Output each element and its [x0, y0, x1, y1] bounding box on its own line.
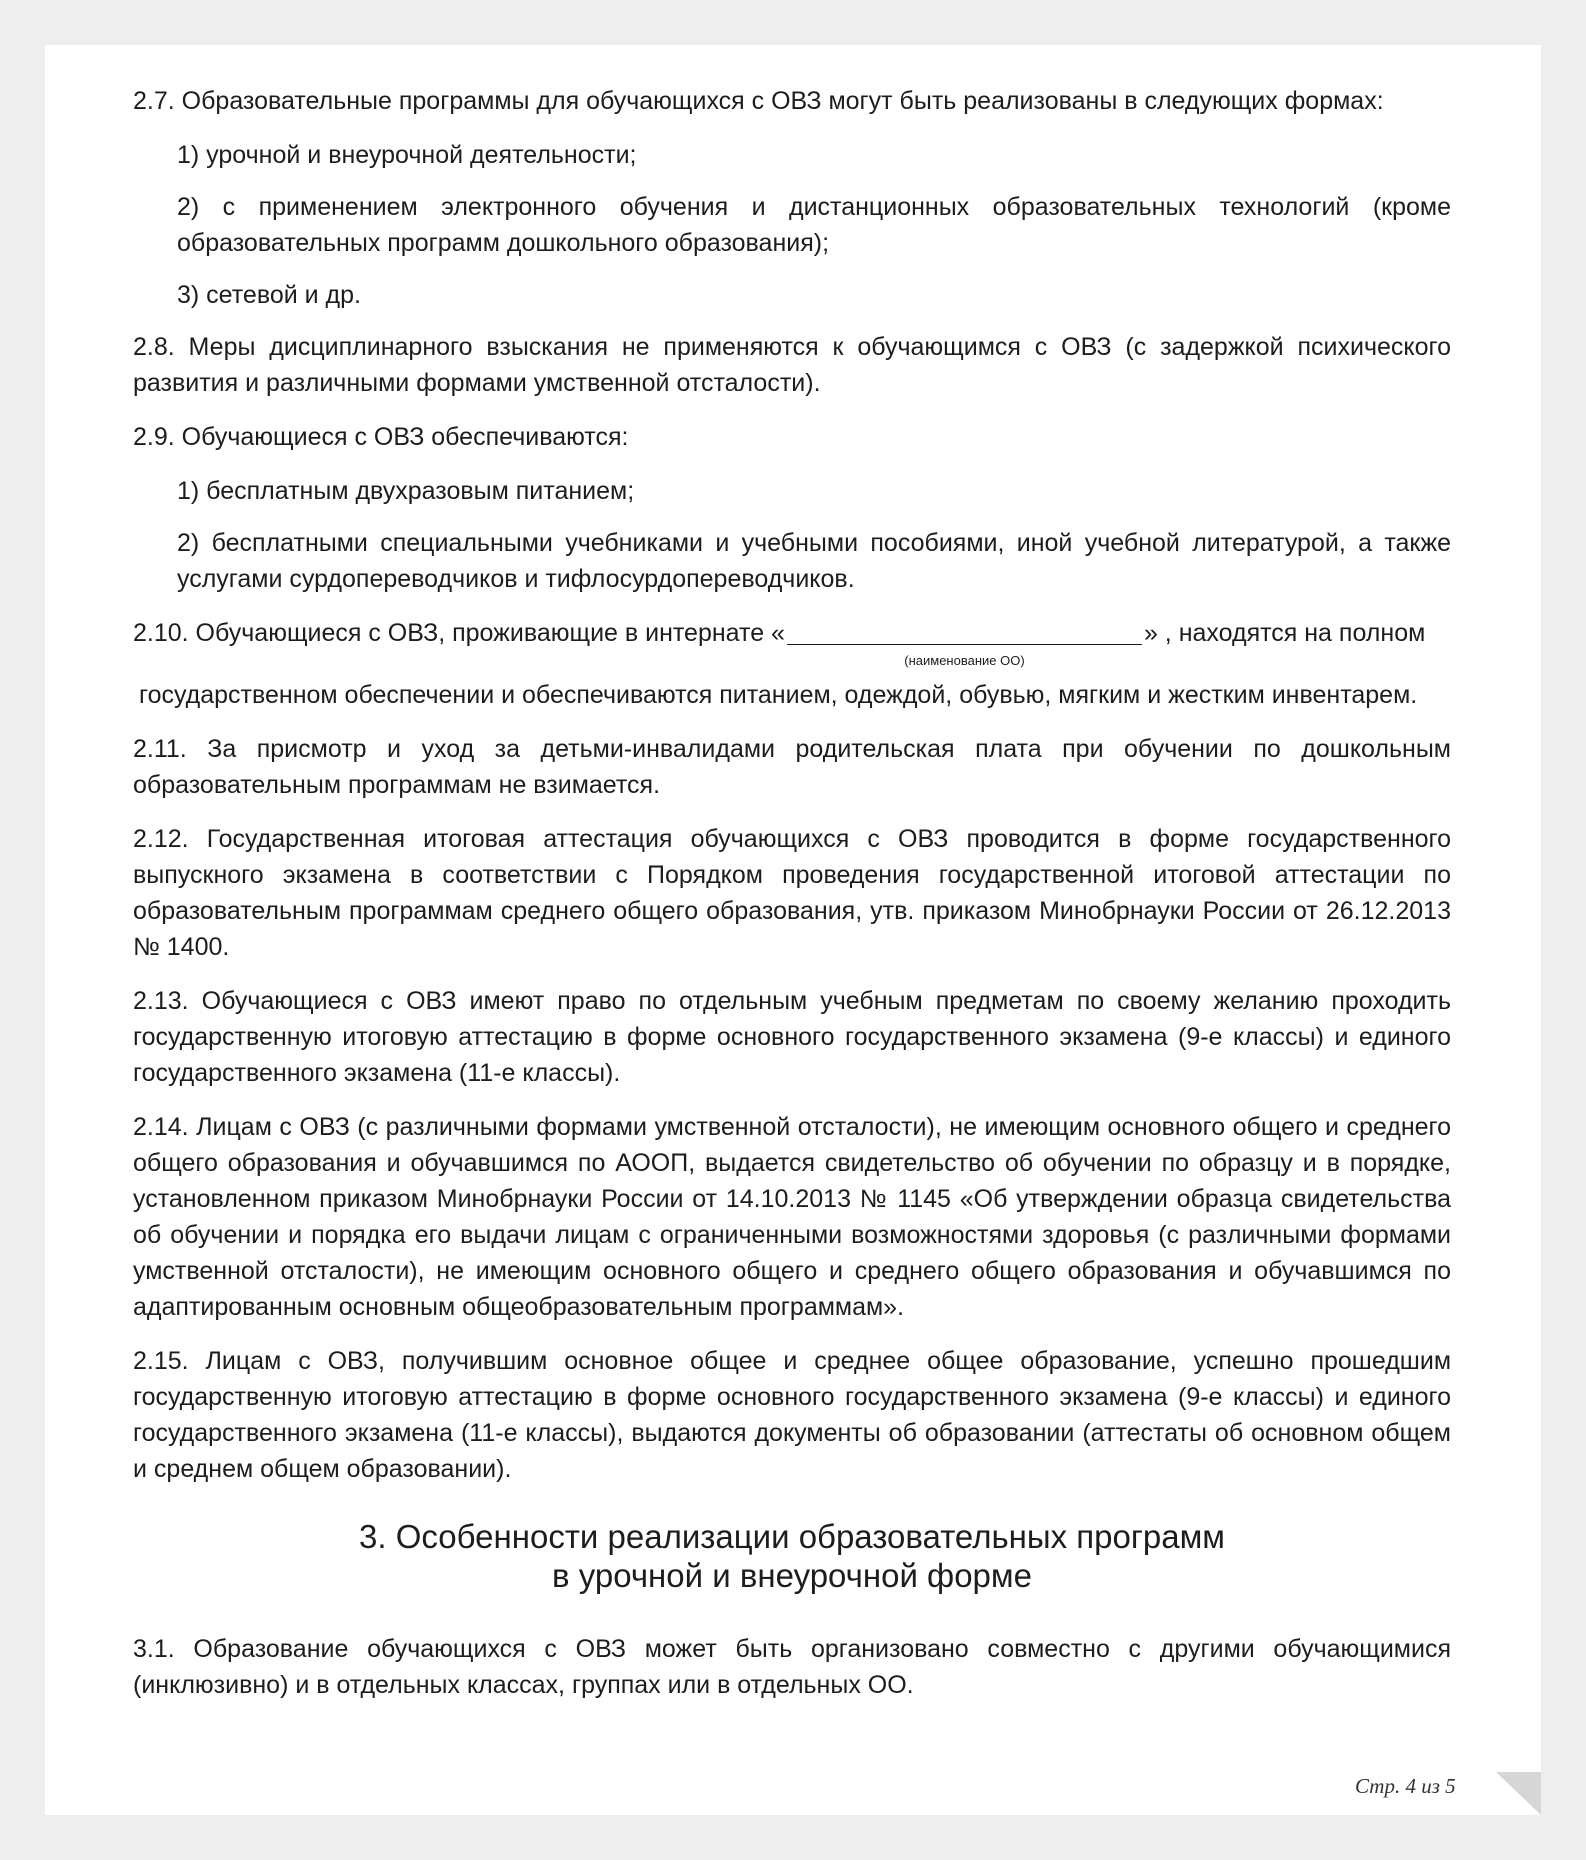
paragraph-2-12: 2.12. Государственная итоговая аттестация обучающихся с ОВЗ проводится в форме государственного выпускного экзамена в соответствии с Порядком проведения государственной итоговой аттестации по образовательным программам среднего общего образования, утв. приказом Минобрнауки России от 26.12.2013 № 1400. — [133, 825, 1451, 961]
page-number: Стр. 4 из 5 — [1355, 1774, 1456, 1798]
list-item-2-9-2: 2) бесплатными специальными учебниками и учебными пособиями, иной учебной литературой, а также услугами сурдопереводчиков и тифлосурдопереводчиков. — [177, 529, 1451, 593]
list-item-2-9-1: 1) бесплатным двухразовым питанием; — [177, 477, 635, 505]
page-curl-corner — [1496, 1772, 1541, 1815]
paragraph-2-7: 2.7. Образовательные программы для обучающихся с ОВЗ могут быть реализованы в следующих формах: — [133, 87, 1384, 115]
paragraph-3-1: 3.1. Образование обучающихся с ОВЗ может быть организовано совместно с другими обучающимися (инклюзивно) и в отдельных классах, группах или в отдельных ОО. — [133, 1635, 1451, 1699]
paragraph-2-9: 2.9. Обучающиеся с ОВЗ обеспечиваются: — [133, 423, 629, 451]
paragraph-2-10-continuation: государственном обеспечении и обеспечиваются питанием, одеждой, обувью, мягким и жестким инвентарем. — [139, 681, 1418, 709]
blank-underline — [787, 644, 1142, 645]
paragraph-2-8: 2.8. Меры дисциплинарного взыскания не применяются к обучающимся с ОВЗ (с задержкой психического развития и различными формами умственной отсталости). — [133, 333, 1451, 397]
paragraph-2-10 — [133, 615, 1451, 668]
section-heading-line-1: 3. Особенности реализации образовательных программ — [359, 1518, 1225, 1555]
document-page — [45, 45, 1541, 1815]
paragraph-2-15: 2.15. Лицам с ОВЗ, получившим основное общее и среднее общее образование, успешно прошедшим государственную итоговую аттестацию в форме основного государственного экзамена (9-е классы) и единого государственного экзамена (11-е классы), выдаются документы об образовании (аттестаты об основном общем и среднем общем образовании). — [133, 1347, 1451, 1483]
paragraph-2-13: 2.13. Обучающиеся с ОВЗ имеют право по отдельным учебным предметам по своему желанию проходить государственную итоговую аттестацию в форме основного государственного экзамена (9-е классы) и единого государственного экзамена (11-е классы). — [133, 987, 1451, 1087]
paragraph-2-10-end: » , находятся на полном — [1143, 619, 1426, 647]
section-heading-line-2: в урочной и внеурочной форме — [552, 1557, 1032, 1594]
paragraph-2-14: 2.14. Лицам с ОВЗ (с различными формами умственной отсталости), не имеющим основного общего и среднего общего образования и обучавшимся по АООП, выдается свидетельство об обучении по образцу и в порядке, установленном приказом Минобрнауки России от 14.10.2013 № 1145 «Об утверждении образца свидетельства об обучении и порядка его выдачи лицам с ограниченными возможностями здоровья (с различными формами умственной отсталости), не имеющим основного общего и среднего общего образования и обучавшимся по адаптированным основным общеобразовательным программам». — [133, 1113, 1451, 1321]
list-item-2-7-3: 3) сетевой и др. — [177, 281, 361, 309]
fill-in-blank[interactable] — [787, 615, 1142, 668]
list-item-2-7-2: 2) с применением электронного обучения и дистанционных образовательных технологий (кроме образовательных программ дошкольного образования); — [177, 193, 1451, 257]
paragraph-2-10-start: 2.10. Обучающиеся с ОВЗ, проживающие в интернате « — [133, 619, 785, 647]
list-item-2-7-1: 1) урочной и внеурочной деятельности; — [177, 141, 637, 169]
paragraph-2-11: 2.11. За присмотр и уход за детьми-инвалидами родительская плата при обучении по дошкольным образовательным программам не взимается. — [133, 735, 1451, 799]
section-heading — [133, 1517, 1451, 1595]
document-body — [133, 83, 1451, 1721]
blank-caption: (наименование ОО) — [904, 653, 1025, 668]
